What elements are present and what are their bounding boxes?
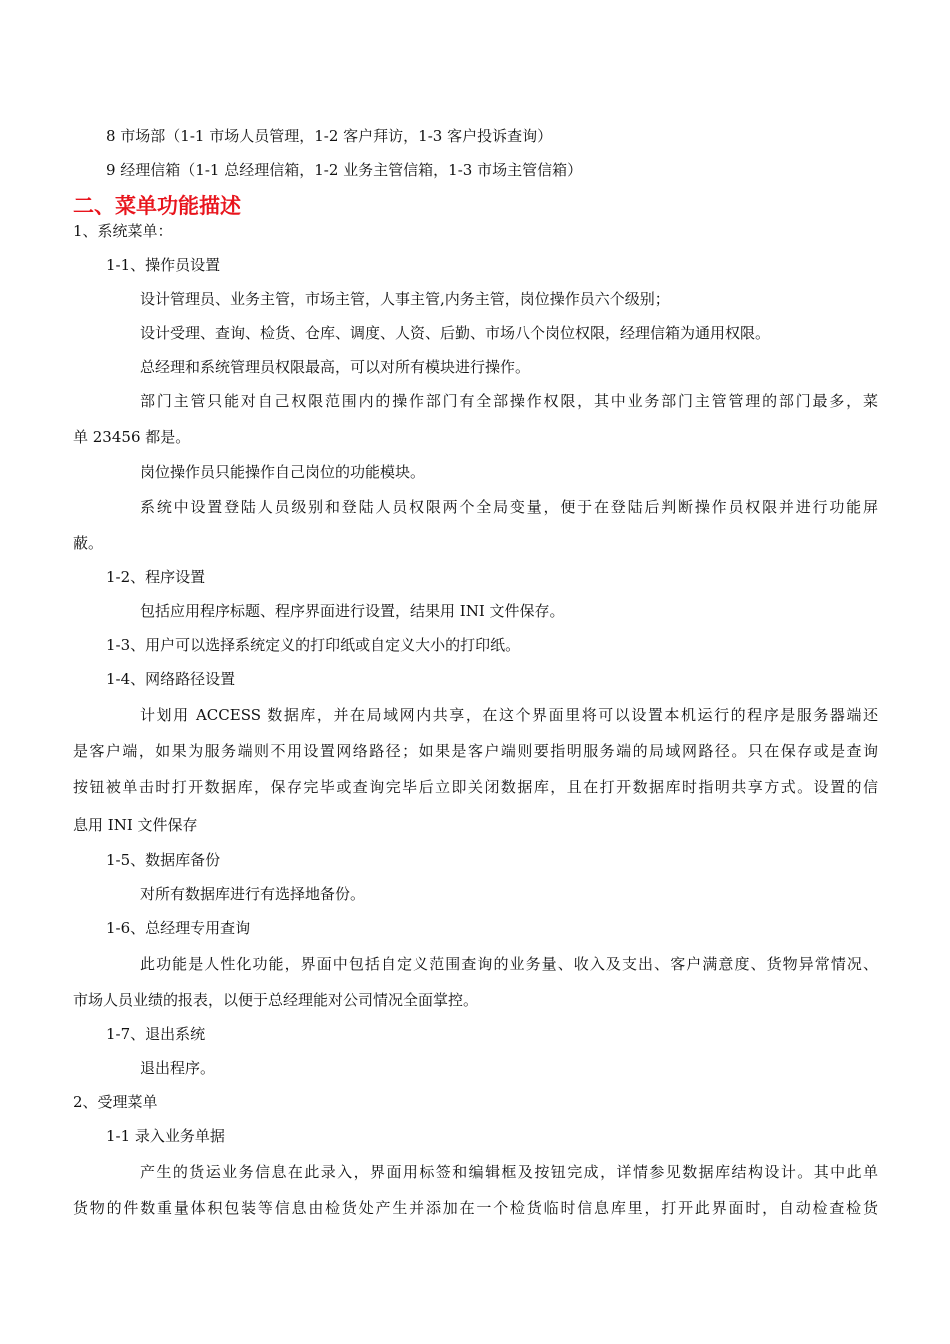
paragraph-line: 息用 INI 文件保存 <box>73 816 198 834</box>
item-title: 1-7、退出系统 <box>106 1025 206 1043</box>
subsection-title: 1、系统菜单： <box>73 222 173 240</box>
paragraph-line: 按钮被单击时打开数据库，保存完毕或查询完毕后立即关闭数据库，且在打开数据库时指明共享方式。设置的信 <box>73 778 878 796</box>
paragraph-line: 设计受理、查询、检货、仓库、调度、人资、后勤、市场八个岗位权限，经理信箱为通用权限。 <box>140 324 771 342</box>
menu-item-8-line: 8 市场部（1-1 市场人员管理，1-2 客户拜访，1-3 客户投诉查询） <box>106 127 553 145</box>
menu-item-9-line: 9 经理信箱（1-1 总经理信箱，1-2 业务主管信箱，1-3 市场主管信箱） <box>106 161 583 179</box>
paragraph-line: 系统中设置登陆人员级别和登陆人员权限两个全局变量，便于在登陆后判断操作员权限并进行功能屏 <box>140 498 878 516</box>
item-title: 1-4、网络路径设置 <box>106 670 236 688</box>
item-title: 1-5、数据库备份 <box>106 851 221 869</box>
paragraph-line: 市场人员业绩的报表，以便于总经理能对公司情况全面掌控。 <box>73 991 479 1009</box>
item-title: 1-1 录入业务单据 <box>106 1127 225 1145</box>
paragraph-line: 设计管理员、业务主管，市场主管，人事主管,内务主管，岗位操作员六个级别； <box>140 290 670 308</box>
paragraph-line: 产生的货运业务信息在此录入，界面用标签和编辑框及按钮完成，详情参见数据库结构设计。其中此单 <box>140 1163 878 1181</box>
paragraph-line: 退出程序。 <box>140 1059 216 1077</box>
subsection-title: 2、受理菜单 <box>73 1093 158 1111</box>
paragraph-line: 单 23456 都是。 <box>73 428 191 446</box>
paragraph-line: 对所有数据库进行有选择地备份。 <box>140 885 366 903</box>
paragraph-line: 蔽。 <box>73 534 104 552</box>
item-title: 1-3、用户可以选择系统定义的打印纸或自定义大小的打印纸。 <box>106 636 521 654</box>
paragraph-line: 是客户端，如果为服务端则不用设置网络路径；如果是客户端则要指明服务端的局域网路径。只在保存或是查询 <box>73 742 878 760</box>
item-title: 1-2、程序设置 <box>106 568 206 586</box>
paragraph-line: 计划用 ACCESS 数据库，并在局域网内共享，在这个界面里将可以设置本机运行的程序是服务器端还 <box>140 706 878 724</box>
paragraph-line: 货物的件数重量体积包装等信息由检货处产生并添加在一个检货临时信息库里，打开此界面时，自动检查检货 <box>73 1199 878 1217</box>
item-title: 1-6、总经理专用查询 <box>106 919 251 937</box>
paragraph-line: 部门主管只能对自己权限范围内的操作部门有全部操作权限，其中业务部门主管管理的部门最多，菜 <box>140 392 878 410</box>
paragraph-line: 此功能是人性化功能，界面中包括自定义范围查询的业务量、收入及支出、客户满意度、货物异常情况、 <box>140 955 878 973</box>
section-heading: 二、菜单功能描述 <box>73 194 241 218</box>
paragraph-line: 岗位操作员只能操作自己岗位的功能模块。 <box>140 463 426 481</box>
item-title: 1-1、操作员设置 <box>106 256 221 274</box>
paragraph-line: 包括应用程序标题、程序界面进行设置，结果用 INI 文件保存。 <box>140 602 565 620</box>
paragraph-line: 总经理和系统管理员权限最高，可以对所有模块进行操作。 <box>140 358 531 376</box>
